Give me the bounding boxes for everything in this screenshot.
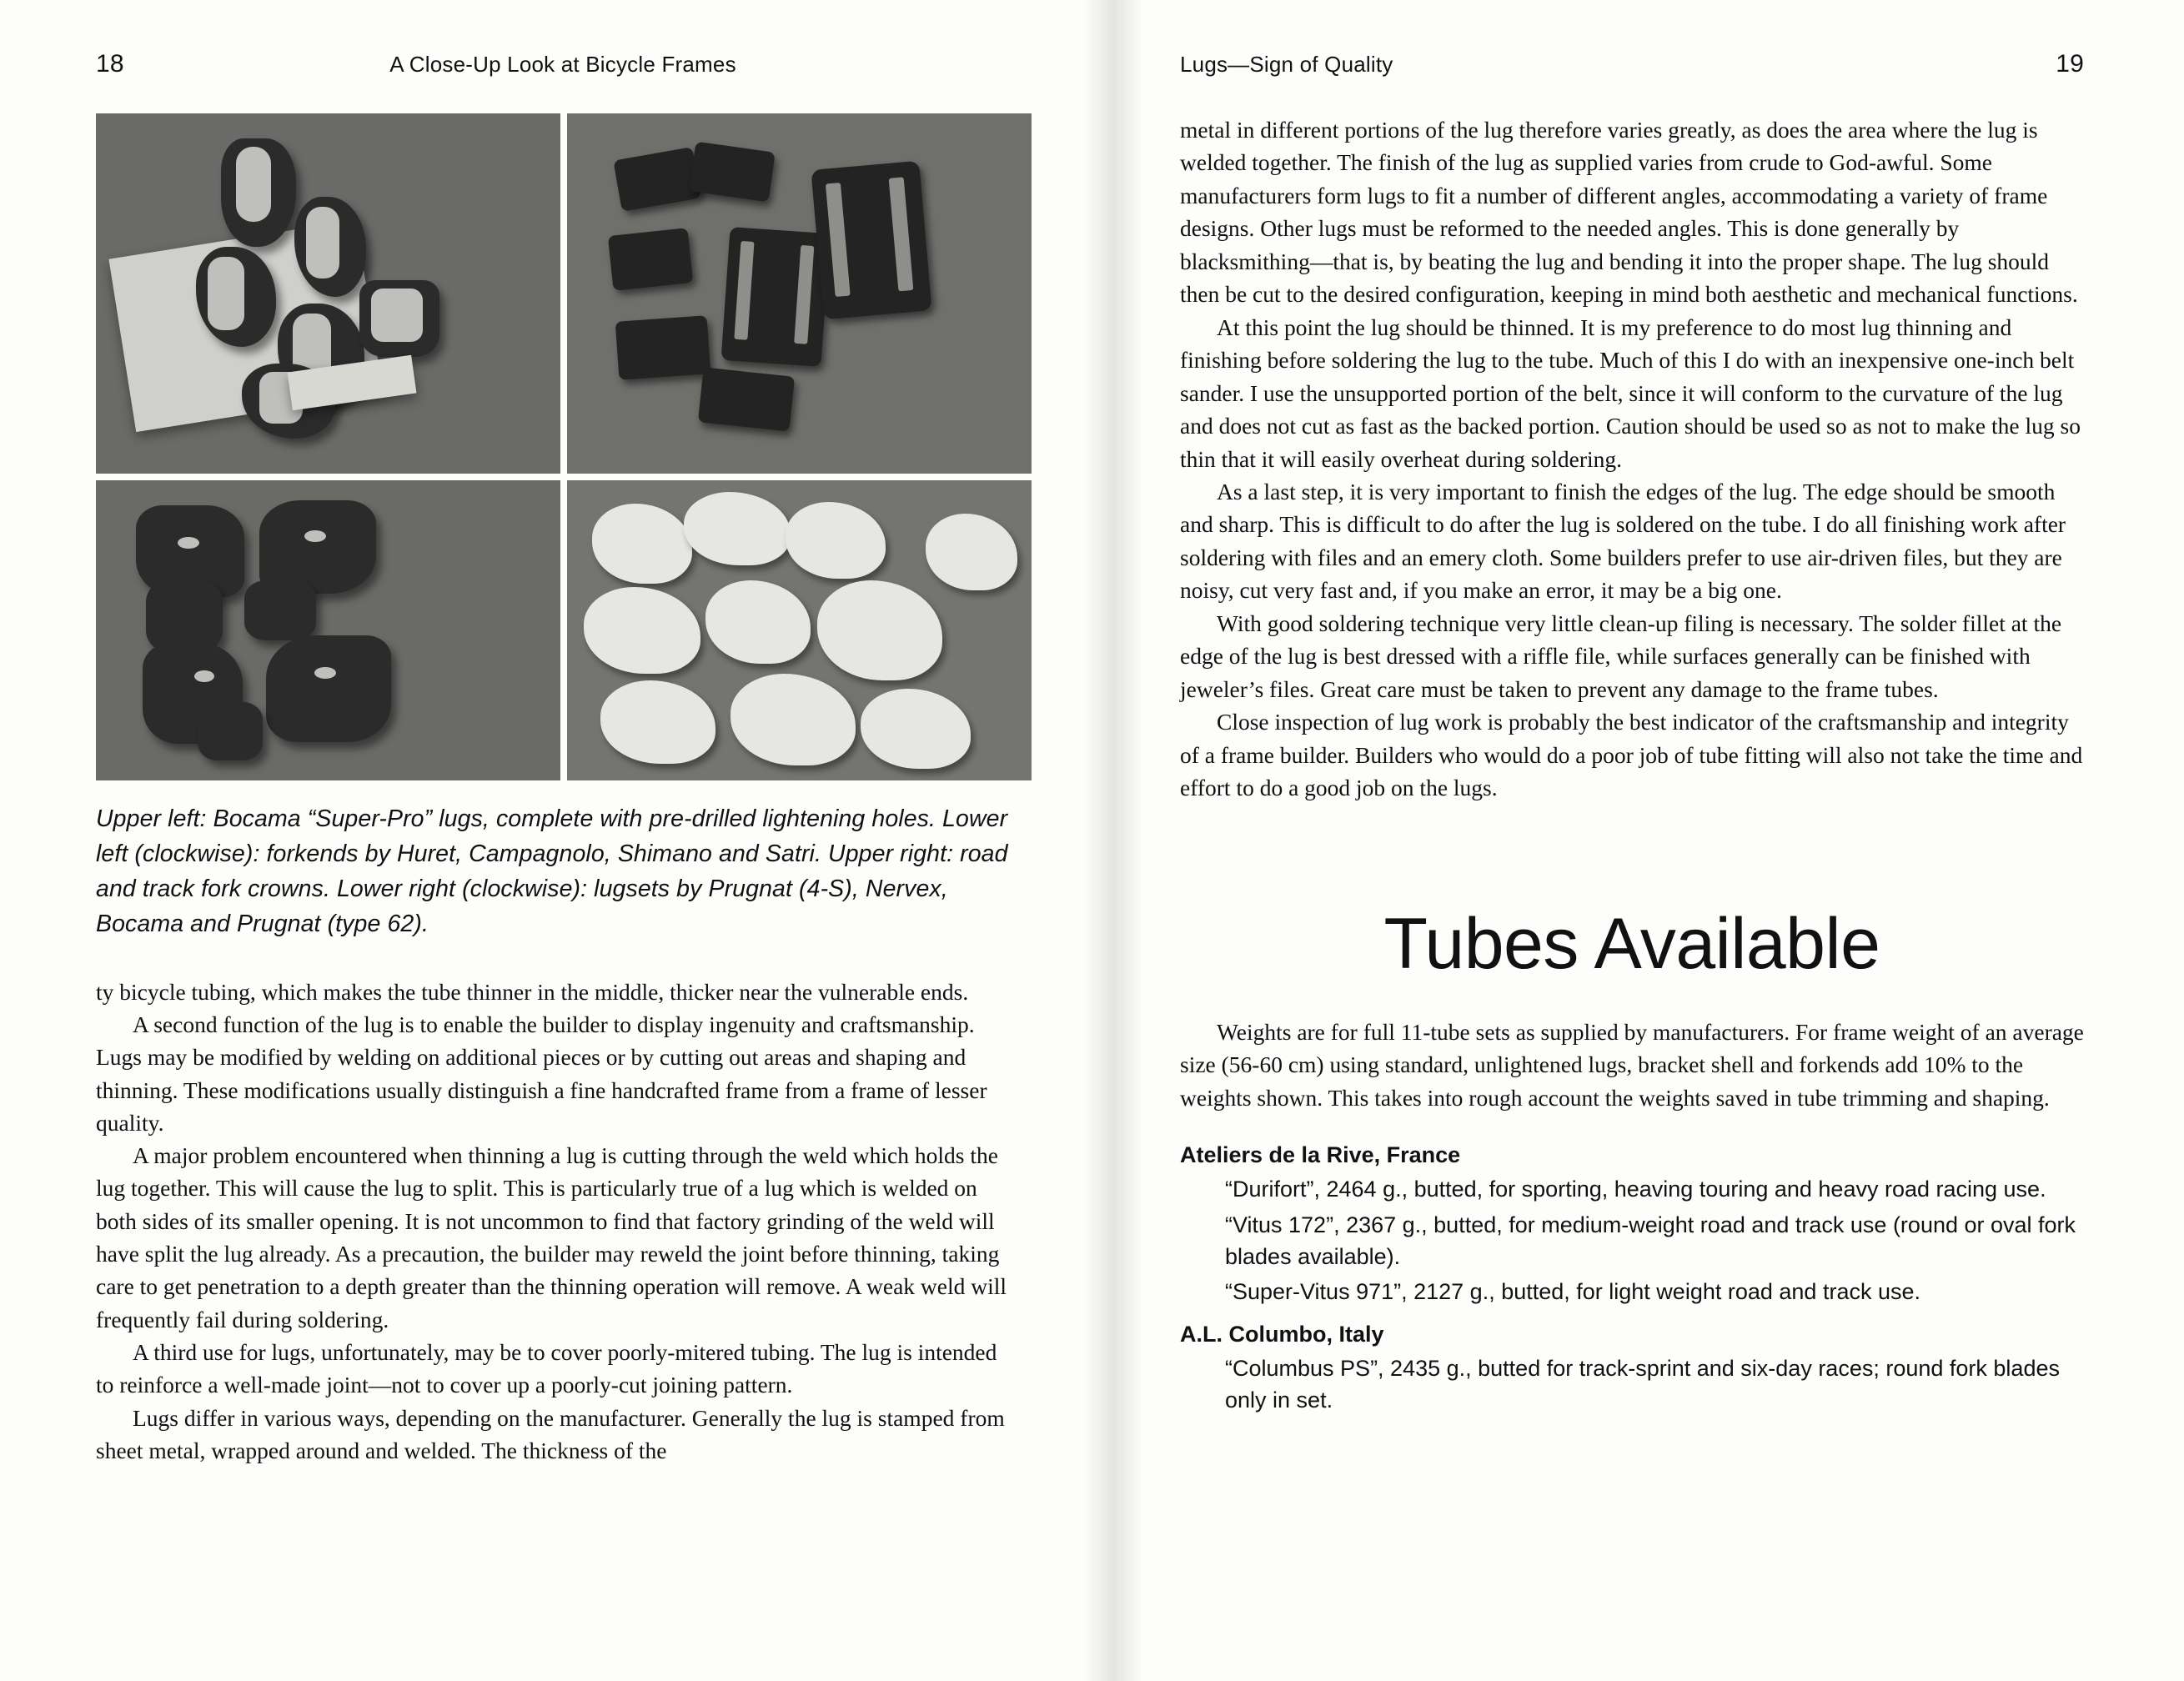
page-right [1113,0,2184,1681]
left-body-text [96,976,1017,1468]
paragraph: A third use for lugs, unfortunately, may be to cover poorly-mitered tubing. The lug is intended to reinforce a well-made joint—not to cover up a poorly-cut joining pattern. [96,1339,997,1398]
running-head-right [1180,50,2084,78]
paragraph: Weights are for full 11-tube sets as supplied by manufacturers. For frame weight of an average size (56-60 cm) using standard, unlightened lugs, bracket shell and forkends add 10% to the weights shown. This takes into rough account the weights saved in tube trimming and shaping. [1180,1018,2084,1111]
paragraph: Close inspection of lug work is probably the best indicator of the craftsmanship and integrity of a frame builder. Builders who would do a poor job of tube fitting will also not take the time and effort to do a good job on the lugs. [1180,709,2083,801]
paragraph: With good soldering technique very little clean-up filing is necessary. The solder fillet at the edge of the lug is best dressed with a riffle file, while surfaces generally can be finished with jeweler’s files. Great care must be taken to prevent any damage to the frame tubes. [1180,610,2062,702]
manufacturer-heading: Ateliers de la Rive, France [1180,1142,1461,1168]
section-title-tubes-available: Tubes Available [1383,903,1880,984]
manufacturer-heading: A.L. Columbo, Italy [1180,1321,1384,1347]
photo-lower-right [567,480,1032,780]
tube-entry: “Vitus 172”, 2367 g., butted, for medium-weight road and track use (round or oval fork blades available). [1225,1212,2076,1269]
figure-caption: Upper left: Bocama “Super-Pro” lugs, complete with pre-drilled lightening holes. Lower left (clockwise): forkends by Huret, Campagnolo, Shimano and Satri. Upper right: road and track fork crowns. Lower right (clockwise): lugsets by Prugnat (4-S), Nervex, Bocama and Prugnat (type 62). [96,805,1008,937]
photo-upper-left [96,113,560,474]
paragraph: As a last step, it is very important to finish the edges of the lug. The edge should be smooth and sharp. This is difficult to do after the lug is soldered on the tube. I do all finishing work after soldering with files and an emery cloth. Some builders prefer to use air-driven files, but they are noisy, cut very fast and, if you make an error, it may be a big one. [1180,478,2066,604]
running-head-left [96,50,1038,78]
photo-upper-right [567,113,1032,474]
tubes-intro [1180,1016,2085,1115]
paragraph: A second function of the lug is to enable the builder to display ingenuity and craftsmanship. Lugs may be modified by welding on additional pieces or by cutting out areas and shaping and thinning. These modifications usually distinguish a fine handcrafted frame from a frame of lesser quality. [96,1011,987,1136]
paragraph: metal in different portions of the lug therefore varies greatly, as does the area where the lug is welded together. The finish of the lug as supplied varies from crude to God-awful. Some manufacturers form lugs to fit a number of different angles, accommodating a variety of frame designs. Other lugs must be reformed to the needed angles. This is done generally by blacksmithing—that is, by beating the lug and bending it into the proper shape. The lug should then be cut to the desired configuration, keeping in mind both aesthetic and mechanical functions. [1180,117,2078,308]
paragraph: Lugs differ in various ways, depending on the manufacturer. Generally the lug is stamped from sheet metal, wrapped around and welded. The thickness of the [96,1404,1005,1463]
paragraph: ty bicycle tubing, which makes the tube thinner in the middle, thicker near the vulnerable ends. [96,978,969,1005]
paragraph: A major problem encountered when thinning a lug is cutting through the weld which holds the lug together. This will cause the lug to split. This is particularly true of a lug which is welded on both sides of its smaller opening. It is not uncommon to find that factory grinding of the weld will have split the lug already. As a precaution, the builder may reweld the joint before thinning, taking care to get penetration to a depth greater than the thinning operation will remove. A weak weld will frequently fail during soldering. [96,1142,1007,1332]
running-head-title-right: Lugs—Sign of Quality [1180,52,1393,77]
tube-entry: “Columbus PS”, 2435 g., butted for track-sprint and six-day races; round fork blades only in set. [1225,1355,2060,1413]
folio-left: 18 [96,50,124,78]
folio-right: 19 [2056,50,2084,78]
paragraph: At this point the lug should be thinned. It is my preference to do most lug thinning and finishing before soldering the lug to the tube. Much of this I do with an inexpensive one-inch belt sander. I use the unsupported portion of the belt, since it will conform to the curvature of the lug and does not cut as fast as the backed portion. Caution should be used so as not to make the lug so thin that it will easily overheat during soldering. [1180,314,2081,472]
right-body-text [1180,113,2085,805]
running-head-title-left: A Close-Up Look at Bicycle Frames [389,52,736,77]
tube-entry: “Super-Vitus 971”, 2127 g., butted, for light weight road and track use. [1225,1279,1920,1305]
photo-lower-left [96,480,560,780]
figure-photo-grid [96,113,1032,780]
tube-entry: “Durifort”, 2464 g., butted, for sporting, heaving touring and heavy road racing use. [1225,1177,2046,1202]
